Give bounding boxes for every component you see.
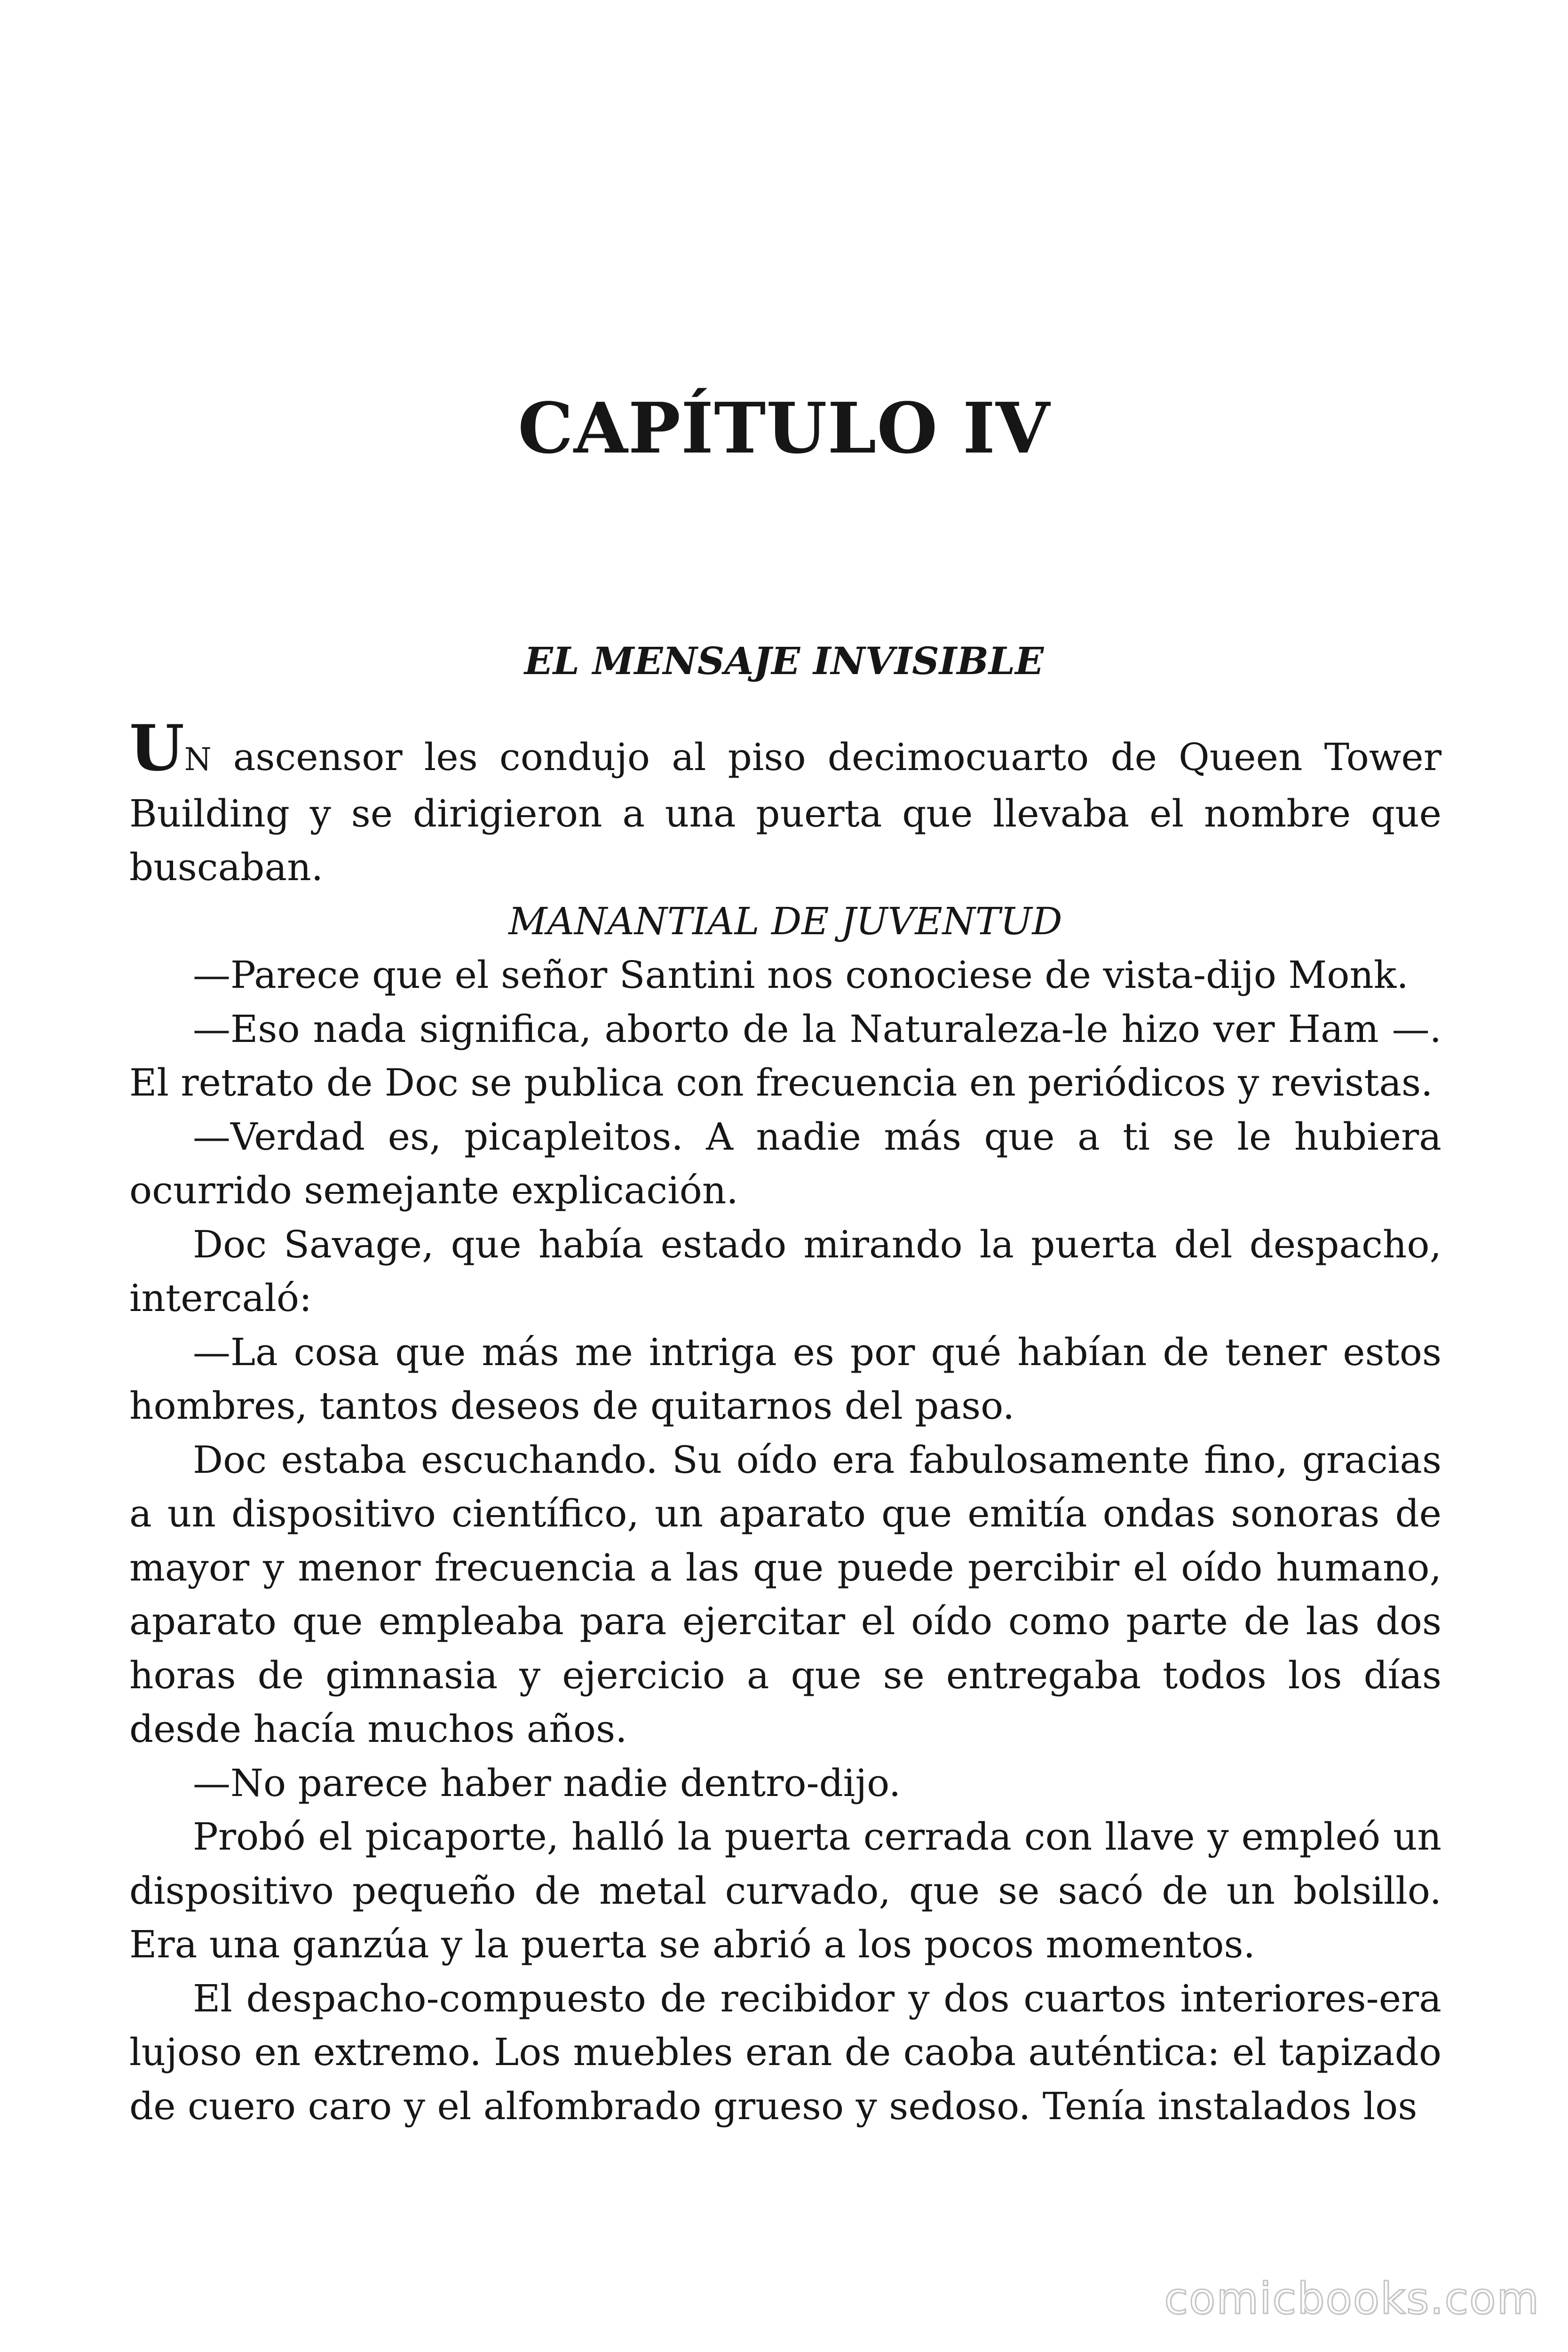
watermark: comicbooks.com bbox=[1164, 2273, 1540, 2324]
chapter-subtitle: EL MENSAJE INVISIBLE bbox=[524, 639, 1044, 683]
paragraph: Doc Savage, que había estado mirando la puerta del despacho, intercaló: bbox=[129, 1222, 1441, 1320]
paragraph: —La cosa que más me intriga es por qué habían de tener estos hombres, tantos deseos de quitarnos del paso. bbox=[129, 1330, 1441, 1428]
paragraph: Probó el picaporte, halló la puerta cerrada con llave y empleó un dispositivo pequeño de metal curvado, que se sacó de un bolsillo. Era una ganzúa y la puerta se abrió a los pocos momentos. bbox=[129, 1815, 1441, 1966]
paragraph: —Verdad es, picapleitos. A nadie más que a ti se le hubiera ocurrido semejante explicación. bbox=[129, 1114, 1441, 1212]
paragraph: El despacho-compuesto de recibidor y dos cuartos interiores-era lujoso en extremo. Los muebles eran de caoba auténtica: el tapizado de cuero caro y el alfombrado grueso y sedoso. Tenía instalados los bbox=[129, 1976, 1441, 2128]
paragraph: Doc estaba escuchando. Su oído era fabulosamente fino, gracias a un dispositivo científico, un aparato que emitía ondas sonoras de mayor y menor frecuencia a las que puede percibir el oído humano, aparato que empleaba para ejercitar el oído como parte de las dos horas de gimnasia y ejercicio a que se entregaba todos los días desde hacía muchos años. bbox=[129, 1438, 1441, 1751]
opening-paragraph bbox=[129, 711, 1441, 895]
body-text bbox=[129, 711, 1441, 2133]
chapter-title: CAPÍTULO IV bbox=[518, 387, 1050, 469]
opening-smallcap: N bbox=[184, 741, 212, 778]
drop-cap: U bbox=[129, 711, 184, 785]
opening-text: ascensor les condujo al piso decimocuarto de Queen Tower Building y se dirigieron a una puerta que llevaba el nombre que buscaban. bbox=[129, 735, 1441, 889]
paragraph: —No parece haber nadie dentro-dijo. bbox=[193, 1761, 901, 1805]
paragraph: —Eso nada significa, aborto de la Naturaleza-le hizo ver Ham —. El retrato de Doc se publica con frecuencia en periódicos y revistas. bbox=[129, 1007, 1441, 1104]
door-sign-text: MANANTIAL DE JUVENTUD bbox=[508, 899, 1062, 943]
paragraph: —Parece que el señor Santini nos conociese de vista-dijo Monk. bbox=[193, 953, 1409, 997]
